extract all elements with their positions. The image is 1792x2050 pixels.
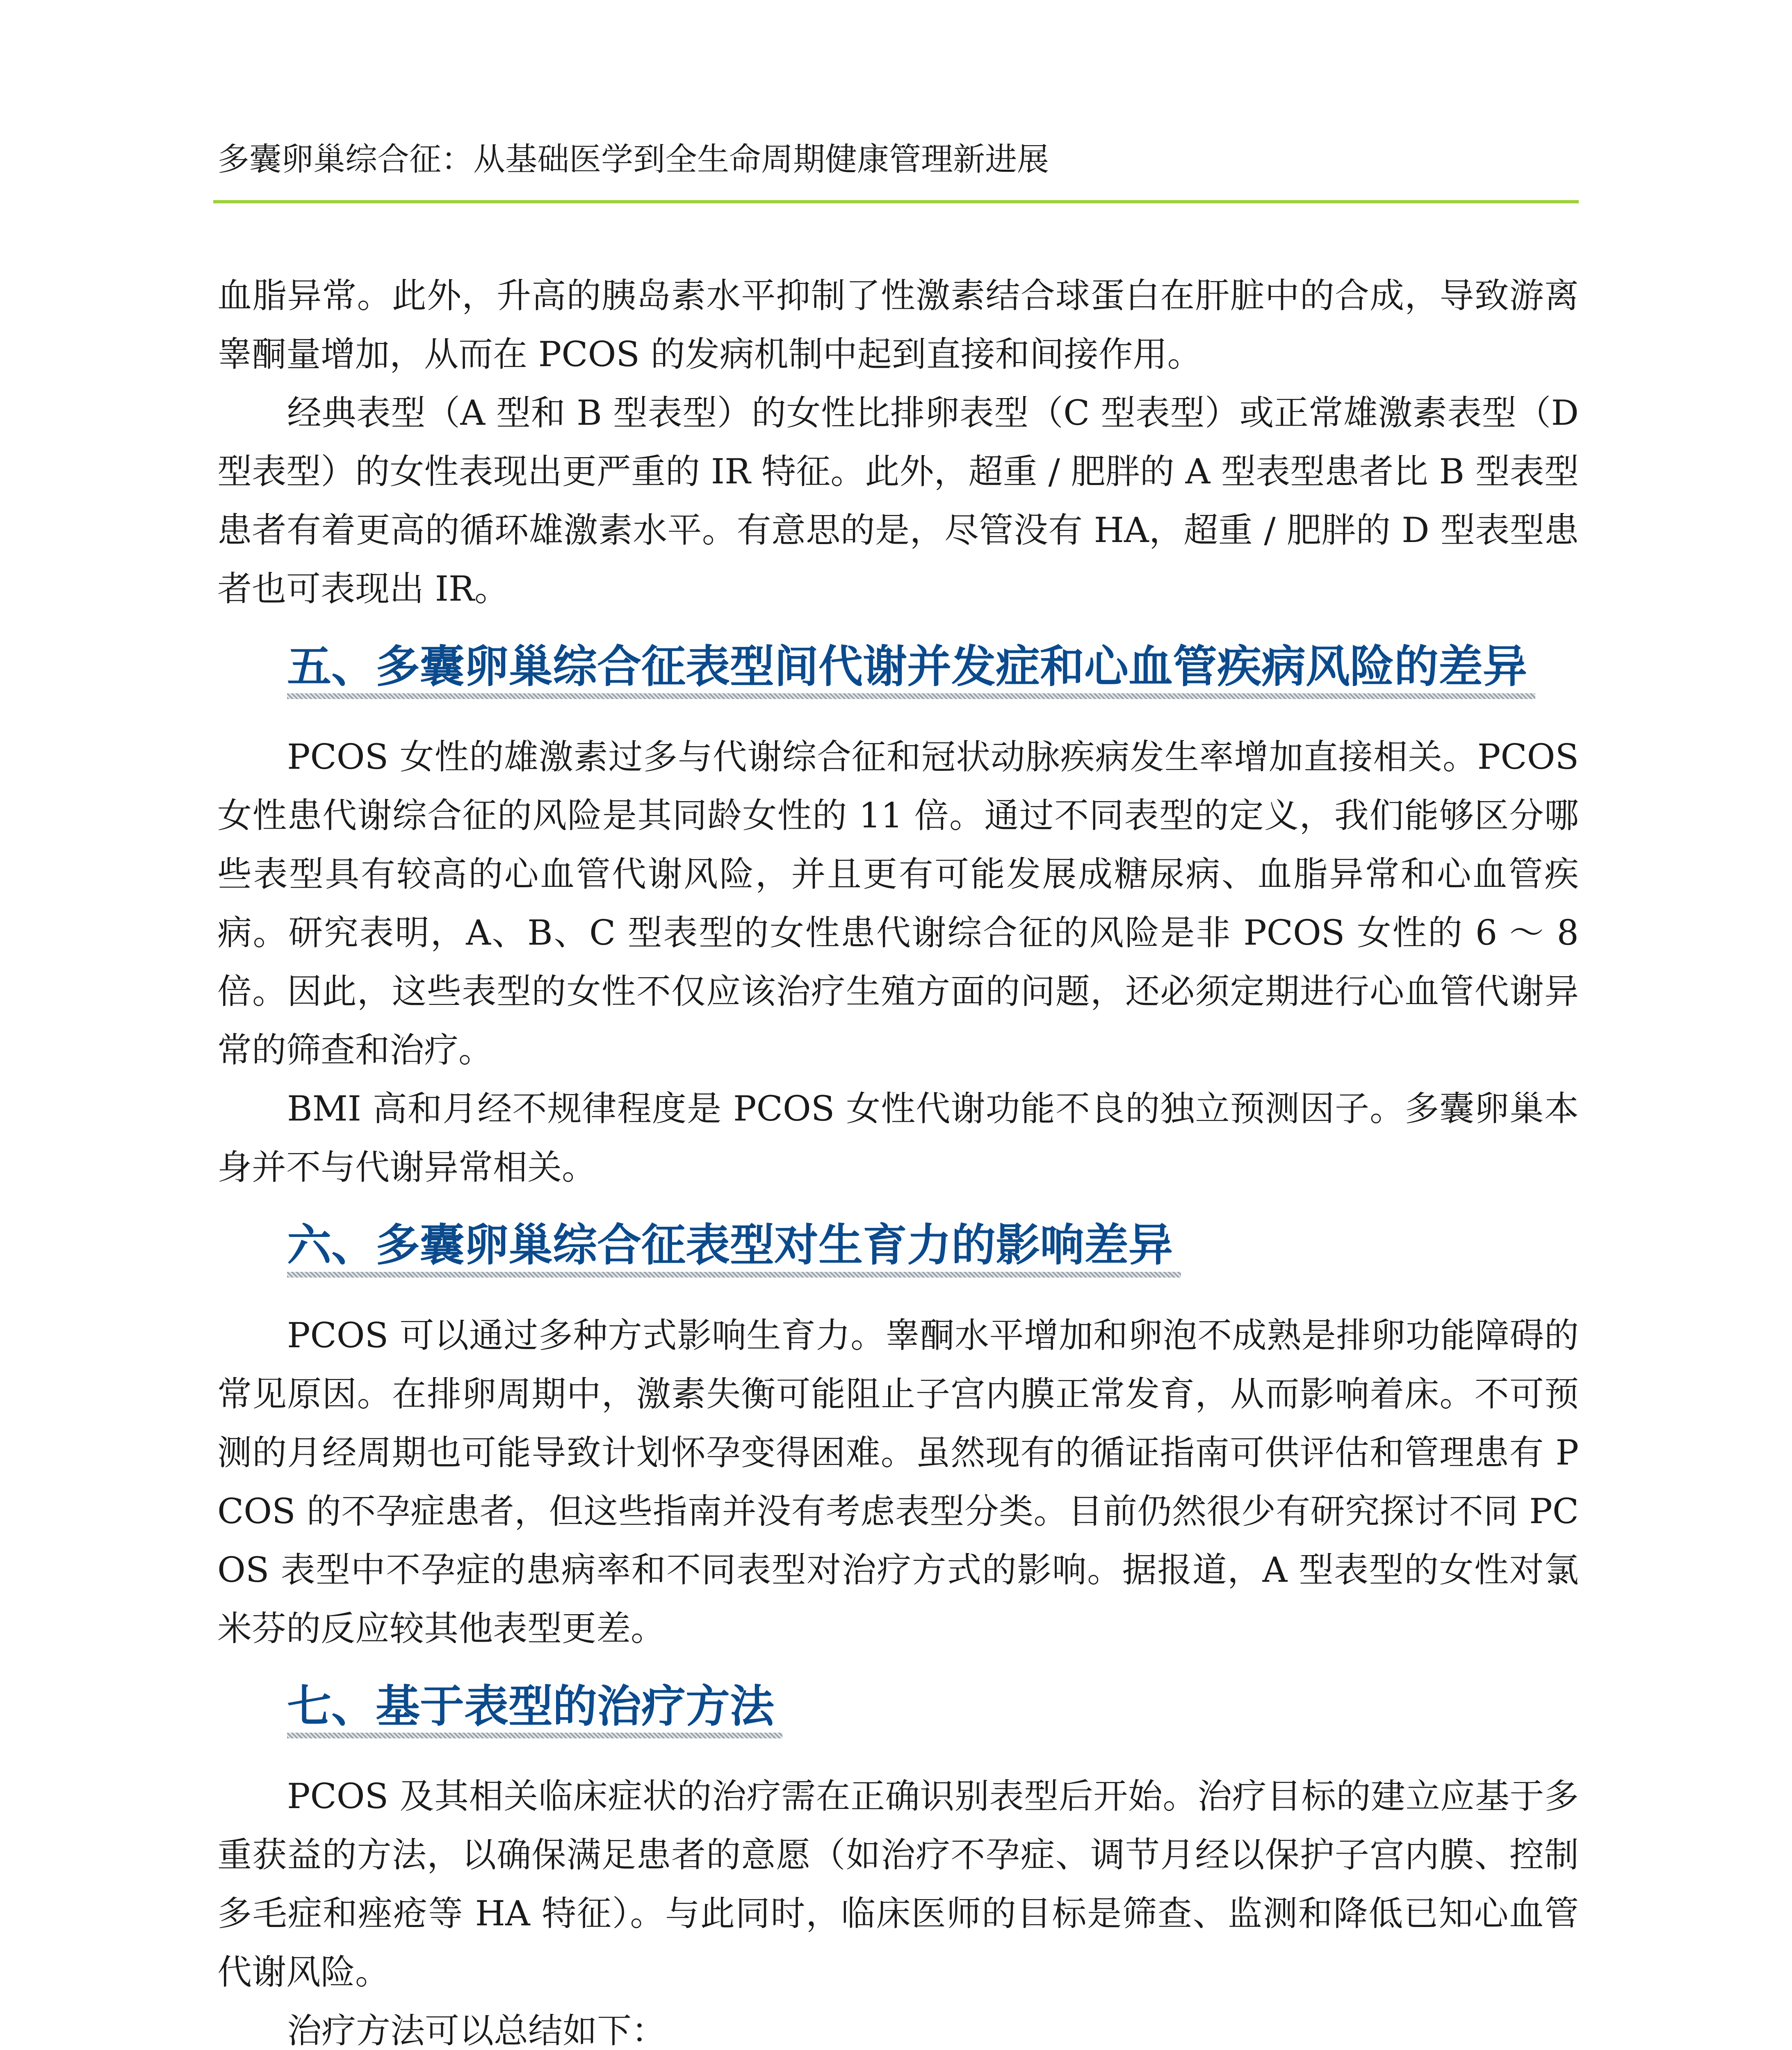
section-heading-6: 六、多囊卵巢综合征表型对生育力的影响差异 [287,1221,1173,1278]
paragraph: BMI 高和月经不规律程度是 PCOS 女性代谢功能不良的独立预测因子。多囊卵巢本身并不与代谢异常相关。 [217,1088,1579,1187]
section-heading-7: 七、基于表型的治疗方法 [287,1683,774,1739]
header-rule [213,200,1579,203]
running-header: 多囊卵巢综合征：从基础医学到全生命周期健康管理新进展 [217,141,1049,178]
paragraph: 治疗方法可以总结如下： [287,2011,666,2050]
paragraph: 经典表型（A 型和 B 型表型）的女性比排卵表型（C 型表型）或正常雄激素表型（D 型表型）的女性表现出更严重的 IR 特征。此外，超重 / 肥胖的 A 型表型患者比 B 型表型患者有着更高的循环雄激素水平。有意思的是，尽管没有 HA，超重 / 肥胖的 D 型表型患者也可表现出 IR。 [217,393,1579,609]
paragraph: PCOS 可以通过多种方式影响生育力。睾酮水平增加和卵泡不成熟是排卵功能障碍的常见原因。在排卵周期中，激素失衡可能阻止子宫内膜正常发育，从而影响着床。不可预测的月经周期也可能导致计划怀孕变得困难。虽然现有的循证指南可供评估和管理患有 PCOS 的不孕症患者，但这些指南并没有考虑表型分类。目前仍然很少有研究探讨不同 PCOS 表型中不孕症的患病率和不同表型对治疗方式的影响。据报道，A 型表型的女性对氯米芬的反应较其他表型更差。 [217,1315,1579,1649]
paragraph: PCOS 女性的雄激素过多与代谢综合征和冠状动脉疾病发生率增加直接相关。PCOS 女性患代谢综合征的风险是其同龄女性的 11 倍。通过不同表型的定义，我们能够区分哪些表型具有较高的心血管代谢风险，并且更有可能发展成糖尿病、血脂异常和心血管疾病。研究表明，A、B、C 型表型的女性患代谢综合征的风险是非 PCOS 女性的 6 ～ 8 倍。因此，这些表型的女性不仅应该治疗生殖方面的问题，还必须定期进行心血管代谢异常的筛查和治疗。 [217,736,1579,1070]
section-heading-5: 五、多囊卵巢综合征表型间代谢并发症和心血管疾病风险的差异 [287,643,1527,699]
paragraph: 血脂异常。此外，升高的胰岛素水平抑制了性激素结合球蛋白在肝脏中的合成，导致游离睾酮量增加，从而在 PCOS 的发病机制中起到直接和间接作用。 [217,276,1579,374]
page-body [217,266,1579,2050]
paragraph: PCOS 及其相关临床症状的治疗需在正确识别表型后开始。治疗目标的建立应基于多重获益的方法，以确保满足患者的意愿（如治疗不孕症、调节月经以保护子宫内膜、控制多毛症和痤疮等 HA 特征）。与此同时，临床医师的目标是筛查、监测和降低已知心血管代谢风险。 [217,1776,1579,1993]
